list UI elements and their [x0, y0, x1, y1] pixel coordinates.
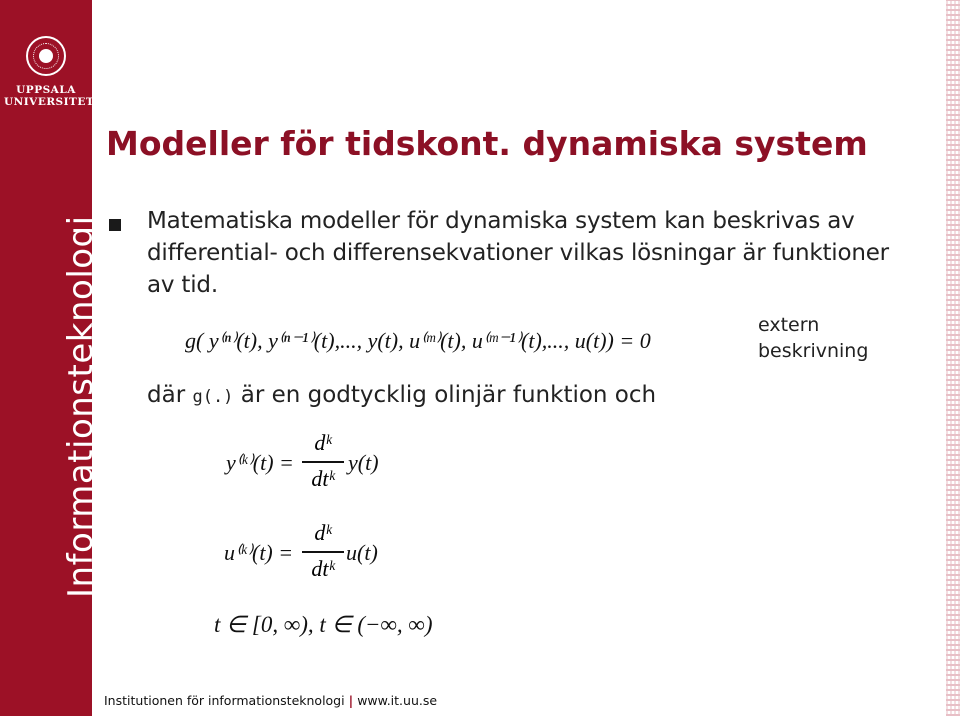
- bullet-text: Matematiska modeller för dynamiska system kan beskrivas av differential- och differensekvationer vilkas lösningar är funktioner av tid.: [147, 208, 889, 298]
- decorative-edge-pattern: [946, 0, 960, 716]
- eq-y-lhs: y⁽ᵏ⁾(t) =: [226, 450, 294, 475]
- footer-url[interactable]: www.it.uu.se: [357, 693, 438, 708]
- eq-u-denominator: dtᵏ: [311, 556, 335, 581]
- department-vertical-title: Informationsteknologi: [61, 215, 101, 598]
- footer: [104, 693, 437, 708]
- general-equation: g( y⁽ⁿ⁾(t), y⁽ⁿ⁻¹⁾(t),..., y(t), u⁽ᵐ⁾(t), u⁽ᵐ⁻¹⁾(t),..., u(t)) = 0: [185, 328, 651, 353]
- side-note-line1: extern: [758, 314, 820, 336]
- bullet-square-icon: [109, 219, 121, 231]
- eq-u-rhs: u(t): [346, 540, 378, 565]
- logo-text-line2: UNIVERSITET: [4, 96, 95, 108]
- university-seal-icon: [26, 36, 66, 76]
- eq-y-rhs: y(t): [348, 450, 379, 475]
- logo-text-line1: UPPSALA: [16, 84, 76, 96]
- footer-separator: |: [348, 693, 354, 708]
- eq-u-numerator: dᵏ: [314, 520, 332, 545]
- dar-suffix: är en godtycklig olinjär funktion och: [240, 382, 657, 408]
- eq-y-fraction-bar: [302, 461, 344, 463]
- dar-sentence: [147, 382, 656, 408]
- dar-prefix: där: [147, 382, 186, 408]
- slide-title: Modeller för tidskont. dynamiska system: [106, 124, 868, 163]
- eq-u-fraction-bar: [302, 551, 344, 553]
- eq-u-lhs: u⁽ᵏ⁾(t) =: [224, 540, 294, 565]
- side-note: [758, 312, 868, 364]
- function-symbol: g(.): [192, 387, 234, 407]
- time-domain-equation: t ∈ [0, ∞), t ∈ (−∞, ∞): [214, 612, 433, 637]
- footer-institution: Institutionen för informationsteknologi: [104, 693, 345, 708]
- university-logo: [4, 36, 95, 136]
- eq-y-denominator: dtᵏ: [311, 466, 335, 491]
- eq-y-numerator: dᵏ: [314, 430, 332, 455]
- sidebar: [0, 0, 101, 716]
- side-note-line2: beskrivning: [758, 340, 869, 362]
